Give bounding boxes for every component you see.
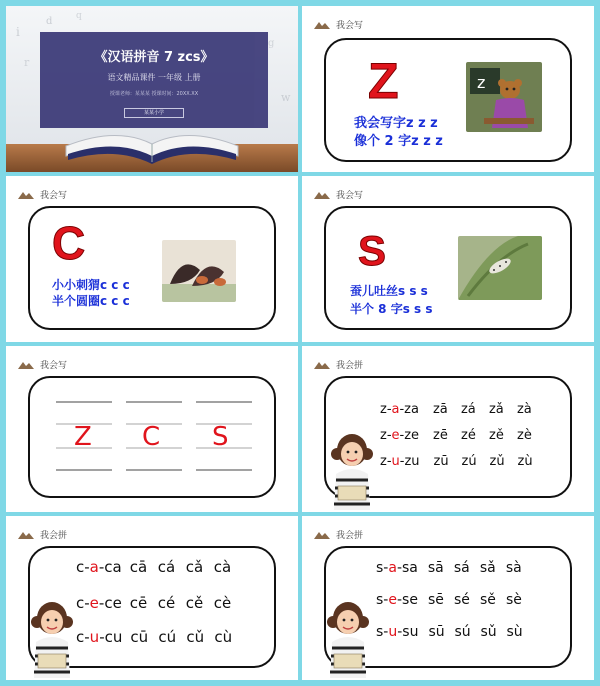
final: a xyxy=(388,560,397,576)
tone-2: cé xyxy=(157,594,176,612)
rhyme-line-1: 我会写字z z z xyxy=(354,116,438,131)
mountain-icon xyxy=(314,531,330,539)
mountain-icon xyxy=(314,21,330,29)
result: -ce xyxy=(98,594,122,612)
girl-reading-illustration xyxy=(322,598,374,678)
tone-4: zù xyxy=(517,454,533,469)
rhyme-line-2: 像个 2 字z z z xyxy=(354,134,443,149)
rhyme-line-2: 半个圆圈c c c xyxy=(52,294,130,308)
slide-header-label: 我会写 xyxy=(336,21,364,31)
initial: z- xyxy=(380,428,392,443)
tone-1: cē xyxy=(129,594,148,612)
bear-writing-picture xyxy=(466,62,542,132)
spell-row xyxy=(76,594,242,612)
initial: s- xyxy=(376,624,389,640)
tone-1: cā xyxy=(129,558,148,576)
final: a xyxy=(391,402,400,417)
initial: c- xyxy=(76,628,90,646)
spell-row xyxy=(376,592,532,608)
final: u xyxy=(391,454,400,469)
tone-1: cū xyxy=(130,628,149,646)
svg-text:r: r xyxy=(24,56,30,69)
spell-row xyxy=(376,560,532,576)
big-letter-c: C xyxy=(52,217,86,269)
slide-header-label: 我会拼 xyxy=(336,531,364,541)
tone-4: zè xyxy=(517,428,532,443)
tone-3: cǔ xyxy=(186,628,205,646)
mountain-icon xyxy=(18,191,34,199)
big-letter-z: Z xyxy=(368,53,399,109)
cover-subtitle: 语文精品课件 一年级 上册 xyxy=(107,73,201,82)
tone-2: sú xyxy=(454,624,471,640)
cover-meta: 授课老师：某某某 授课时间：20XX.XX xyxy=(109,91,199,97)
tone-3: zě xyxy=(489,428,504,443)
initial: c- xyxy=(76,558,90,576)
cover-button[interactable]: 某某小学 xyxy=(124,108,184,118)
spell-row xyxy=(76,558,242,576)
slide-header-label: 我会拼 xyxy=(40,531,68,541)
slide-header xyxy=(314,358,363,371)
svg-text:g: g xyxy=(268,38,275,49)
tone-2: zé xyxy=(461,428,476,443)
spell-row xyxy=(380,454,546,469)
slide-write-z[interactable] xyxy=(302,6,594,172)
tone-4: sà xyxy=(505,560,522,576)
slide-header xyxy=(18,188,67,201)
tone-1: zē xyxy=(433,428,448,443)
tone-4: cà xyxy=(213,558,232,576)
rhyme-line-1: 小小刺猬c c c xyxy=(52,278,130,292)
silkworm-picture xyxy=(458,236,542,300)
mountain-icon xyxy=(314,361,330,369)
result: -za xyxy=(399,402,419,417)
girl-reading-illustration xyxy=(326,430,378,510)
final: e xyxy=(391,428,400,443)
slide-write-s[interactable] xyxy=(302,176,594,342)
result: -se xyxy=(396,592,418,608)
tone-2: zá xyxy=(460,402,476,417)
tone-1: sē xyxy=(427,592,444,608)
slide-header xyxy=(314,528,363,541)
initial: s- xyxy=(376,592,389,608)
tone-3: cě xyxy=(185,594,204,612)
tone-4: cè xyxy=(213,594,232,612)
slide-header-label: 我会写 xyxy=(336,191,364,201)
rhyme-line-1: 蚕儿吐丝s s s xyxy=(350,284,428,298)
result: -sa xyxy=(396,560,418,576)
result: -su xyxy=(397,624,419,640)
girl-reading-illustration xyxy=(26,598,78,678)
final: u xyxy=(89,628,100,646)
mountain-icon xyxy=(18,531,34,539)
initial: z- xyxy=(380,454,392,469)
practice-letter-z: Z xyxy=(74,422,92,452)
spell-row xyxy=(380,402,545,417)
svg-text:i: i xyxy=(16,25,20,39)
slide-header-label: 我会写 xyxy=(40,361,68,371)
final: u xyxy=(388,624,398,640)
tone-4: sè xyxy=(505,592,522,608)
tone-3: cǎ xyxy=(185,558,204,576)
hedgehog-picture xyxy=(162,240,236,302)
mountain-icon xyxy=(314,191,330,199)
final: e xyxy=(388,592,397,608)
result: -ca xyxy=(98,558,122,576)
big-letter-s: S xyxy=(358,227,387,274)
slide-spell-z[interactable] xyxy=(302,346,594,512)
tone-4: cù xyxy=(214,628,233,646)
slide-header xyxy=(314,188,363,201)
slide-spell-s[interactable] xyxy=(302,516,594,680)
svg-text:d: d xyxy=(46,16,53,27)
cover-panel xyxy=(40,32,268,128)
result: -cu xyxy=(99,628,123,646)
slide-spell-c[interactable] xyxy=(6,516,298,680)
tone-2: sé xyxy=(453,592,470,608)
final: a xyxy=(89,558,99,576)
tone-2: cá xyxy=(157,558,176,576)
slide-cover[interactable] xyxy=(6,6,298,172)
slide-header-label: 我会写 xyxy=(40,191,68,201)
cover-title: 《汉语拼音 7 zcs》 xyxy=(94,50,214,65)
slide-write-practice[interactable] xyxy=(6,346,298,512)
practice-letter-c: C xyxy=(142,422,161,452)
slide-write-c[interactable] xyxy=(6,176,298,342)
spell-row xyxy=(76,628,242,646)
spell-row xyxy=(376,624,532,640)
tone-1: sā xyxy=(427,560,444,576)
tone-3: sě xyxy=(479,592,496,608)
tone-4: sù xyxy=(506,624,523,640)
final: e xyxy=(89,594,99,612)
tone-3: sǎ xyxy=(479,560,496,576)
tone-2: zú xyxy=(461,454,477,469)
slide-header xyxy=(18,528,67,541)
slide-header-label: 我会拼 xyxy=(336,361,364,371)
initial: s- xyxy=(376,560,389,576)
initial: c- xyxy=(76,594,90,612)
svg-text:q: q xyxy=(76,11,82,21)
tone-3: sǔ xyxy=(480,624,497,640)
tone-2: sá xyxy=(453,560,470,576)
tone-3: zǔ xyxy=(489,454,505,469)
practice-letter-s: S xyxy=(212,422,229,452)
tone-1: sū xyxy=(428,624,445,640)
tone-4: zà xyxy=(516,402,532,417)
slide-header xyxy=(314,18,363,31)
initial: z- xyxy=(380,402,392,417)
tone-3: zǎ xyxy=(488,402,504,417)
tone-1: zā xyxy=(432,402,448,417)
svg-text:w: w xyxy=(281,91,291,104)
tone-2: cú xyxy=(158,628,177,646)
spell-row xyxy=(380,428,545,443)
svg-text:z: z xyxy=(477,73,486,92)
tone-1: zū xyxy=(433,454,449,469)
result: -zu xyxy=(399,454,420,469)
result: -ze xyxy=(399,428,420,443)
rhyme-line-2: 半个 8 字s s s xyxy=(350,302,433,316)
